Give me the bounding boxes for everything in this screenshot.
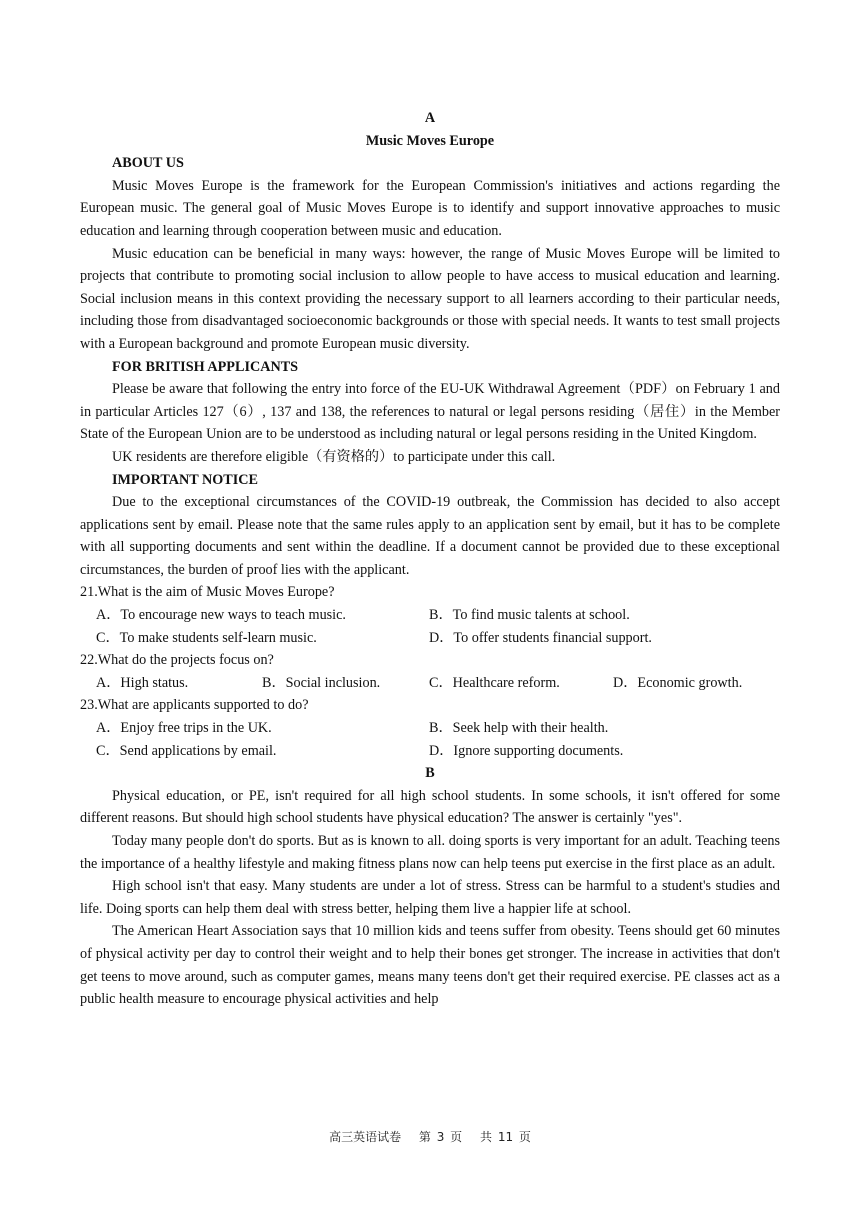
footer-subject: 高三英语试卷	[329, 1130, 402, 1144]
option-d: D．To offer students financial support.	[429, 629, 652, 646]
option-d: D．Ignore supporting documents.	[429, 742, 624, 759]
british-heading: FOR BRITISH APPLICANTS	[112, 358, 299, 375]
british-paragraph-2: UK residents are therefore eligible（有资格的）to participate under this call.	[112, 448, 556, 465]
section-b-paragraph-2: Today many people don't do sports. But as is known to all. doing sports is very important for an adult. Teaching teens the importance of a healthy lifestyle and making fitness plans now can help teens put exercise in the first place as an adult.	[80, 833, 780, 872]
notice-heading: IMPORTANT NOTICE	[112, 471, 258, 488]
notice-paragraph: Due to the exceptional circumstances of the COVID-19 outbreak, the Commission has decided to also accept applications sent by email. Please note that the same rules apply to an application sent by email, but it has to be complete with all supporting documents and sent within the deadline. If a document cannot be provided due to these exceptional circumstances, the burden of proof lies with the applicant.	[80, 494, 780, 578]
question-23-stem: 23.What are applicants supported to do?	[80, 697, 309, 714]
option-a: A．High status.	[96, 674, 189, 691]
section-b-paragraph-1: Physical education, or PE, isn't required for all high school students. In some schools, it isn't offered for some different reasons. But should high school students have physical education? The answer is certainly "yes".	[80, 787, 780, 827]
page-footer	[0, 1128, 860, 1145]
section-a-letter: A	[424, 110, 436, 126]
option-c: C．To make students self-learn music.	[96, 629, 317, 646]
option-a: A．To encourage new ways to teach music.	[96, 607, 346, 624]
option-b: B．Social inclusion.	[262, 674, 381, 691]
option-d: D．Economic growth.	[613, 674, 743, 691]
exam-page	[80, 107, 780, 1011]
question-21-stem: 21.What is the aim of Music Moves Europe?	[80, 584, 335, 601]
footer-total-pages: 共 11 页	[480, 1130, 531, 1144]
british-paragraph-1: Please be aware that following the entry into force of the EU-UK Withdrawal Agreement（PDF）on February 1 and in particular Articles 127（6）, 137 and 138, the references to natural or legal persons residing（居住）in the Member State of the European Union are to be understood as including natural or legal persons residing in the United Kingdom.	[80, 381, 780, 443]
question-21-options	[80, 604, 780, 649]
section-b-paragraph-4: The American Heart Association says that 10 million kids and teens suffer from obesity. Teens should get 60 minutes of physical activity per day to control their weight and to help their bones get stronger. The increase in activities that don't get teens to move around, such as computer games, means many teens don't get their required exercise. PE classes act as a public health measure to encourage physical activities and help	[80, 923, 780, 1008]
question-23-options	[80, 717, 780, 762]
about-paragraph-2: Music education can be beneficial in many ways: however, the range of Music Moves Europe will be limited to projects that contribute to promoting social inclusion to allow people to have access to musical education and learning. Social inclusion means in this context providing the necessary support to all learners according to their particular needs, including those from disadvantaged socioeconomic backgrounds or those with special needs. It wants to test small projects with a European background and promote European music diversity.	[80, 245, 780, 352]
question-22-options	[80, 672, 780, 695]
option-b: B．To find music talents at school.	[429, 607, 630, 624]
section-b-paragraph-3: High school isn't that easy. Many students are under a lot of stress. Stress can be harmful to a student's studies and life. Doing sports can help them deal with stress better, helping them live a happier life at school.	[80, 878, 780, 917]
section-b-letter: B	[425, 765, 435, 782]
option-c: C．Send applications by email.	[96, 742, 277, 759]
option-c: C．Healthcare reform.	[429, 674, 560, 691]
footer-page-number: 第 3 页	[418, 1130, 463, 1144]
about-heading: ABOUT US	[112, 155, 184, 172]
passage-title: Music Moves Europe	[365, 132, 495, 149]
option-b: B．Seek help with their health.	[429, 720, 609, 737]
question-22-stem: 22.What do the projects focus on?	[80, 652, 274, 669]
about-paragraph-1: Music Moves Europe is the framework for the European Commission's initiatives and actions regarding the European music. The general goal of Music Moves Europe is to identify and support innovative approaches to music education and learning through cooperation between music and education.	[80, 177, 780, 239]
option-a: A．Enjoy free trips in the UK.	[96, 720, 272, 737]
